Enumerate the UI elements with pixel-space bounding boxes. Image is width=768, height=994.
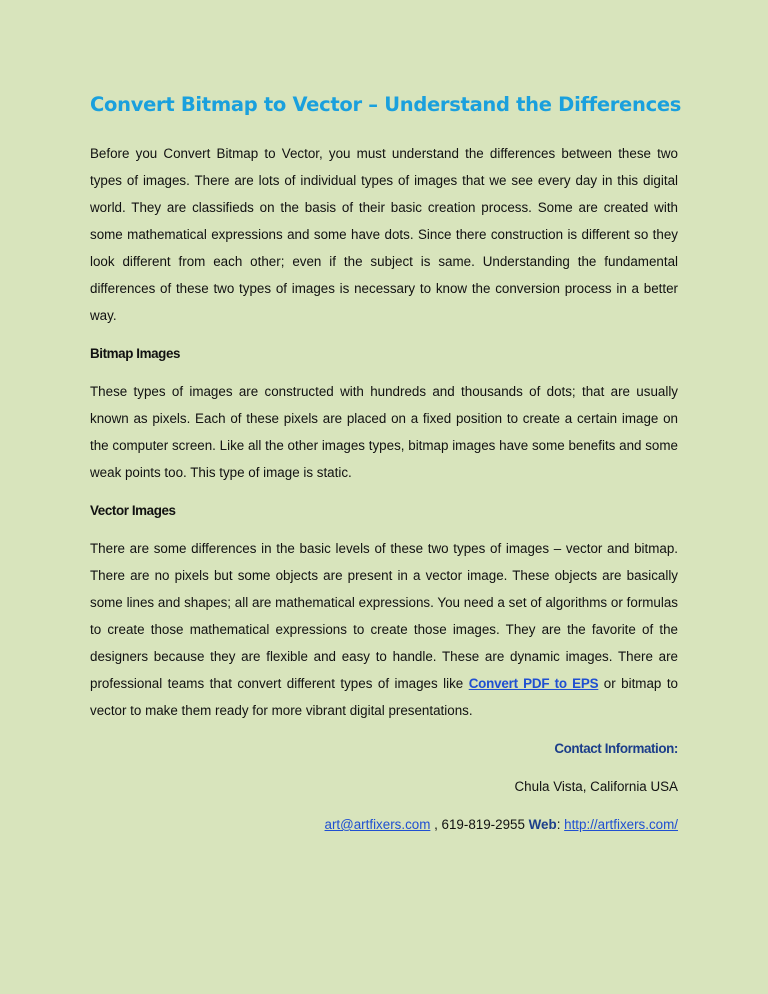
- vector-text-after-link: or bitmap to vector to make them ready for more vibrant digital presentations.: [90, 676, 678, 718]
- website-link[interactable]: http://artfixers.com/: [564, 817, 678, 832]
- contact-line: [90, 811, 678, 838]
- intro-paragraph: Before you Convert Bitmap to Vector, you must understand the differences between these two types of images. There are lots of individual types of images that we see every day in this digital world. They are classifieds on the basis of their basic creation process. Some are created with some mathematical expressions and some have dots. Since there construction is different so they look different from each other; even if the subject is same. Understanding the fundamental differences of these two types of images is necessary to know the conversion process in a better way.: [90, 146, 678, 323]
- phone-text: , 619-819-2955: [430, 817, 529, 832]
- bitmap-paragraph: These types of images are constructed with hundreds and thousands of dots; that are usually known as pixels. Each of these pixels are placed on a fixed position to create a certain image on the computer screen. Like all the other images types, bitmap images have some benefits and some weak points too. This type of image is static.: [90, 384, 678, 480]
- web-separator: :: [556, 817, 565, 832]
- email-link[interactable]: art@artfixers.com: [324, 817, 431, 832]
- contact-location: Chula Vista, California USA: [514, 779, 678, 794]
- page-title: Convert Bitmap to Vector – Understand the Differences: [90, 93, 682, 116]
- vector-paragraph: [90, 535, 678, 724]
- vector-heading: Vector Images: [90, 503, 176, 518]
- vector-text-before-link: There are some differences in the basic levels of these two types of images – vector and bitmap. There are no pixels but some objects are present in a vector image. These objects are basically some lines and shapes; all are mathematical expressions. You need a set of algorithms or formulas to create those mathematical expressions to create those images. They are the favorite of the designers because they are flexible and easy to handle. These are dynamic images. There are professional teams that convert different types of images like: [90, 541, 678, 691]
- web-label: Web: [528, 817, 557, 832]
- bitmap-heading: Bitmap Images: [90, 346, 181, 361]
- contact-title: Contact Information:: [554, 741, 678, 756]
- convert-pdf-to-eps-link[interactable]: Convert PDF to EPS: [468, 676, 599, 691]
- document-page: [90, 88, 682, 838]
